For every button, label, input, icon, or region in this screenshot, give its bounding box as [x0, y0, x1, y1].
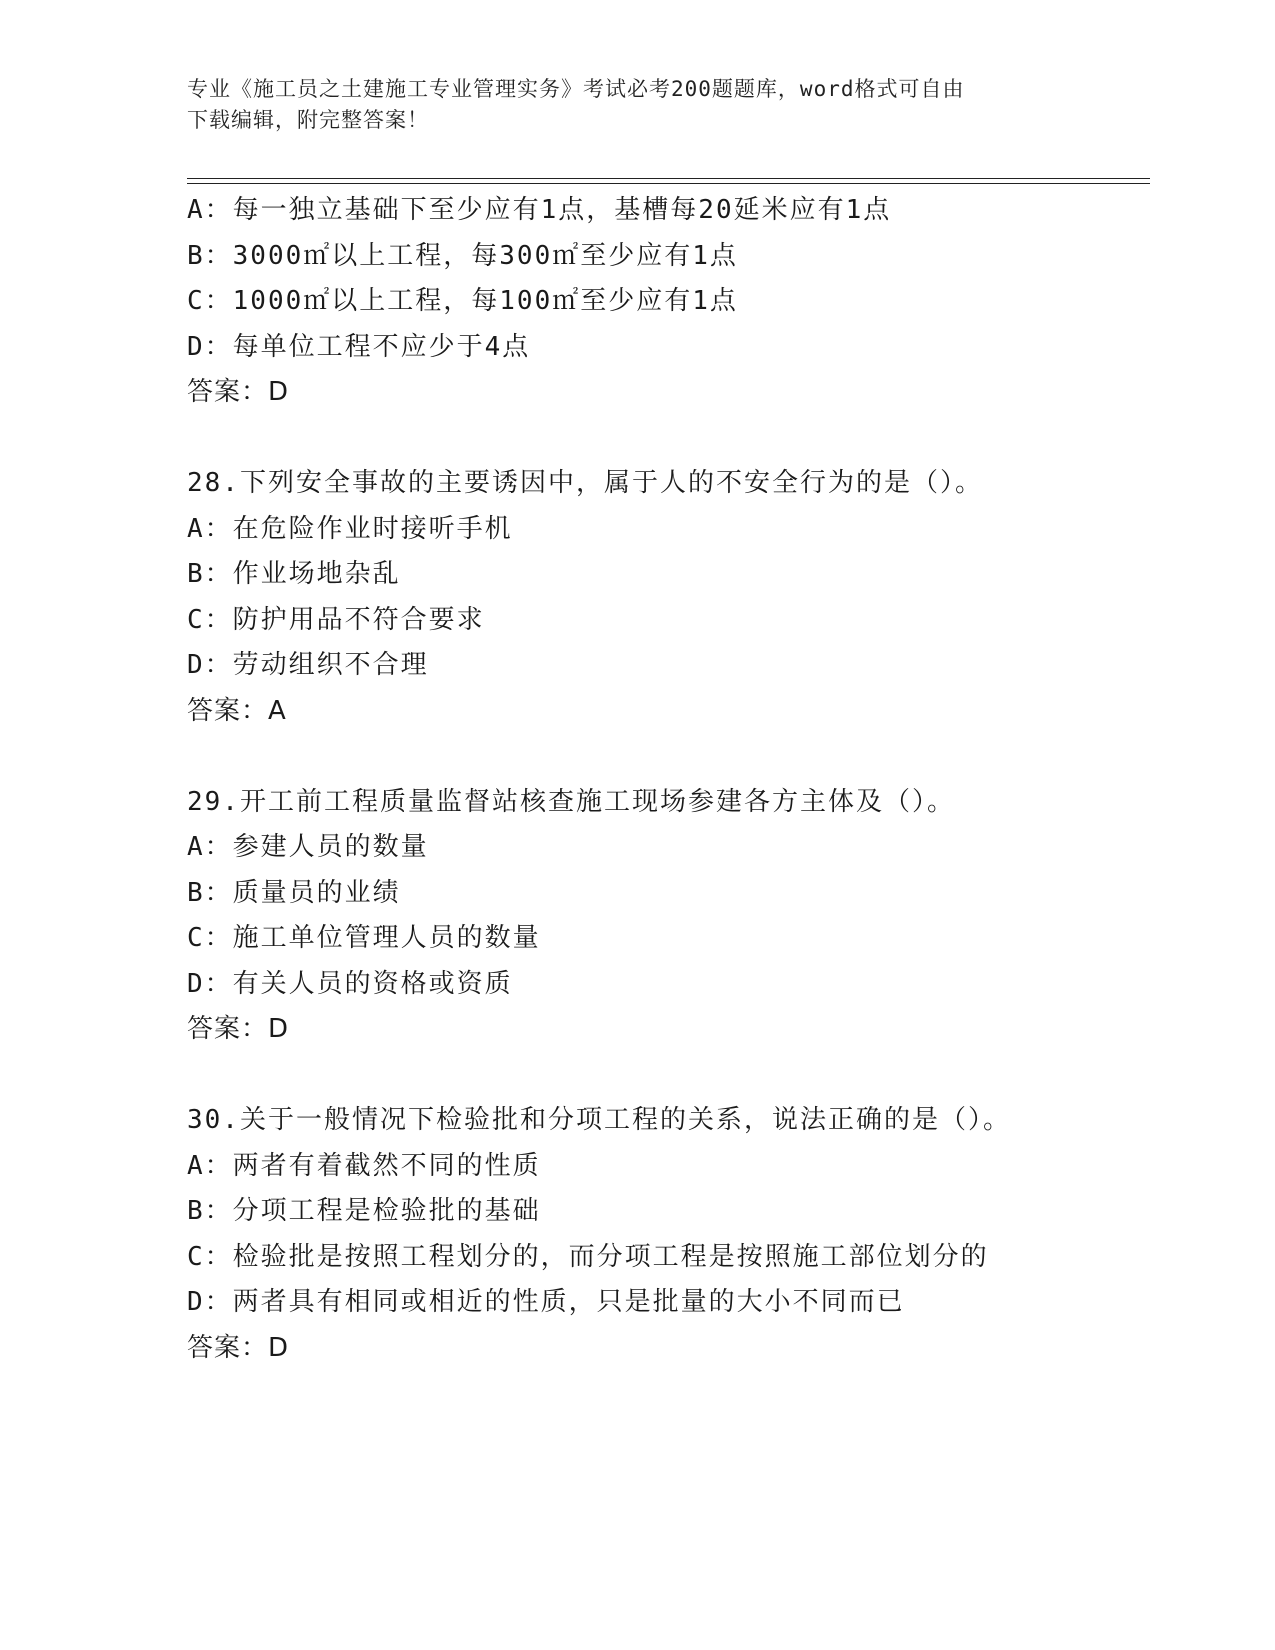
answer-line: 答案：D — [187, 1014, 290, 1044]
option-c: C：1000㎡以上工程，每100㎡至少应有1点 — [187, 286, 738, 316]
option-c: C：施工单位管理人员的数量 — [187, 923, 541, 953]
header-divider-top — [187, 178, 1150, 179]
header-divider-bottom — [187, 183, 1150, 184]
option-b: B：3000㎡以上工程，每300㎡至少应有1点 — [187, 240, 738, 271]
answer-line: 答案：A — [187, 695, 287, 726]
question-30 — [187, 1098, 1127, 1371]
question-28 — [187, 461, 1127, 734]
option-c: C：防护用品不符合要求 — [187, 604, 485, 635]
question-stem: 28.下列安全事故的主要诱因中，属于人的不安全行为的是（）。 — [187, 468, 983, 498]
spacer — [187, 734, 1127, 780]
question-29 — [187, 780, 1127, 1053]
option-a: A：参建人员的数量 — [187, 832, 429, 862]
option-a: A：两者有着截然不同的性质 — [187, 1150, 541, 1181]
option-b: B：分项工程是检验批的基础 — [187, 1196, 541, 1226]
question-list — [187, 188, 1127, 1371]
answer-line: 答案：D — [187, 1332, 290, 1363]
option-d: D：有关人员的资格或资质 — [187, 968, 513, 999]
option-d: D：劳动组织不合理 — [187, 650, 429, 680]
option-b: B：质量员的业绩 — [187, 877, 401, 908]
question-stem: 30.关于一般情况下检验批和分项工程的关系，说法正确的是（）。 — [187, 1105, 1011, 1135]
spacer — [187, 416, 1127, 462]
option-c: C：检验批是按照工程划分的，而分项工程是按照施工部位划分的 — [187, 1241, 989, 1272]
header-line-1: 专业《施工员之土建施工专业管理实务》考试必考200题题库，word格式可自由 — [187, 77, 965, 101]
option-d: D：两者具有相同或相近的性质，只是批量的大小不同而已 — [187, 1287, 905, 1317]
document-header — [187, 74, 1067, 136]
option-a: A：每一独立基础下至少应有1点，基槽每20延米应有1点 — [187, 195, 892, 225]
option-a: A：在危险作业时接听手机 — [187, 513, 513, 544]
header-line-2: 下载编辑，附完整答案！ — [187, 108, 429, 132]
continued-question — [187, 188, 1127, 416]
spacer — [187, 1053, 1127, 1099]
option-b: B：作业场地杂乱 — [187, 559, 401, 589]
option-d: D：每单位工程不应少于4点 — [187, 331, 531, 362]
answer-line: 答案：D — [187, 377, 290, 407]
question-stem: 29.开工前工程质量监督站核查施工现场参建各方主体及（）。 — [187, 786, 955, 817]
